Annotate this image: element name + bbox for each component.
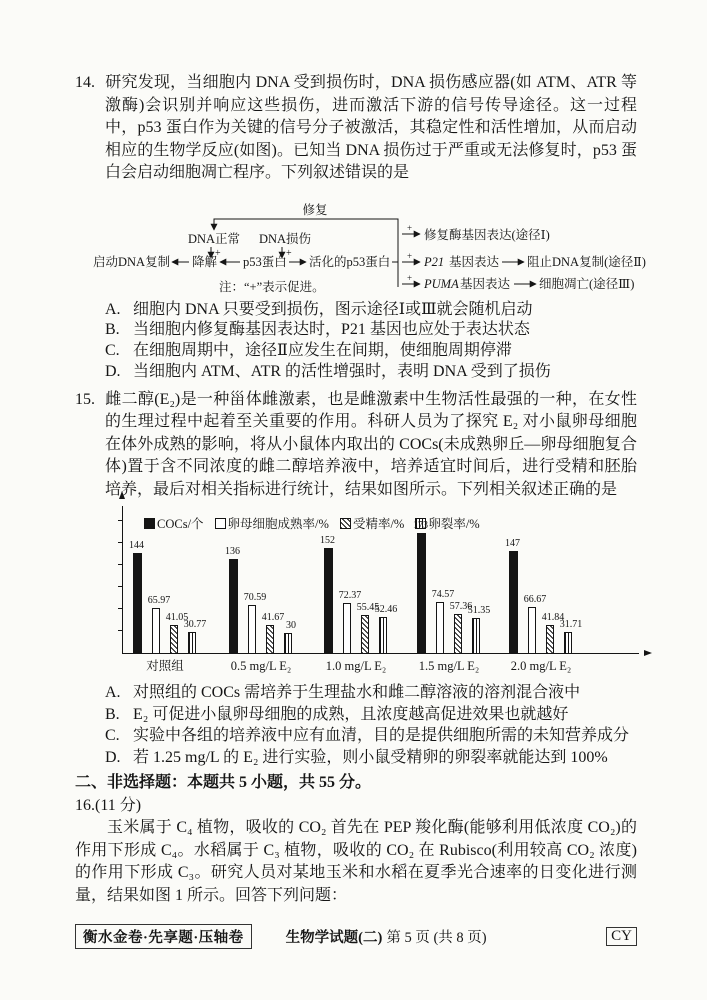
puma-gene-label: PUMA xyxy=(424,276,459,291)
footer-center xyxy=(286,926,487,947)
q15-stem-text: 雌二醇(E₂)是一种甾体雌激素，也是雌激素中生物活性最强的一种，在女性的生理过程中起着至关重要的作用。科研人员为了探究 E₂ 对小鼠卵母细胞在体外成熟的影响，将从小鼠体内取出的 COCs(未成熟卵丘—卵母细胞复合体)置于含不同浓度的雌二醇培养液中，培养适宜时间后，进行受精和胚胎培养，最后对相关指标进行统计，结果如图所示。下列相关叙述正确的是 xyxy=(105,390,637,498)
question-15 xyxy=(75,389,637,769)
option-letter: D. xyxy=(105,748,121,766)
plus-sign: + xyxy=(407,250,413,261)
bar-maturation xyxy=(343,603,351,654)
category-label: 0.5 mg/L E₂ xyxy=(230,659,292,674)
bar-value-label: 65.97 xyxy=(147,595,171,607)
bar-value-label: 41.67 xyxy=(261,612,285,624)
bar-maturation xyxy=(436,602,444,654)
paper-title: 生物学试题(二) xyxy=(285,930,383,947)
bar-cleavage xyxy=(564,632,572,654)
q16-number-line xyxy=(75,795,637,818)
q16-score: (11 分) xyxy=(95,796,142,814)
q15-option-b xyxy=(105,704,637,726)
pathway3-result-label: 细胞凋亡(途径Ⅲ) xyxy=(539,276,635,291)
category-label: 2.0 mg/L E₂ xyxy=(510,659,572,674)
bar-cleavage xyxy=(472,618,480,654)
pathway2-result-label: 阻止DNA复制(途径Ⅱ) xyxy=(527,254,646,269)
q14-number: 14. xyxy=(75,74,95,91)
chart-plot-area xyxy=(122,514,633,674)
bar-fertilization xyxy=(361,615,369,654)
repair-arrow xyxy=(214,219,398,230)
legend-label: 卵母细胞成熟率/% xyxy=(227,517,329,532)
chart-group xyxy=(225,514,309,674)
brand-badge: 衡水金卷·先享题·压轴卷 xyxy=(75,924,252,949)
legend-label: 卵裂率/% xyxy=(428,517,480,532)
bar-value-label: 30 xyxy=(286,620,296,632)
p53-label: p53蛋白 xyxy=(243,254,287,269)
option-text: 当细胞内 ATM、ATR 的活性增强时，表明 DNA 受到了损伤 xyxy=(133,362,551,380)
q15-stem xyxy=(75,389,637,502)
bar-value-label: 31.71 xyxy=(559,619,583,631)
legend-label: COCs/个 xyxy=(157,517,204,532)
p21-gene-label: P21 xyxy=(424,254,445,269)
option-letter: A. xyxy=(105,300,121,318)
plus-sign: + xyxy=(407,272,413,283)
bracket xyxy=(392,229,398,287)
bar-value-label: 144 xyxy=(129,540,144,552)
q15-chart xyxy=(118,506,633,678)
q14-option-c xyxy=(105,341,637,362)
option-letter: B. xyxy=(105,321,120,339)
repair-label: 修复 xyxy=(302,202,328,217)
option-text: 在细胞周期中，途径Ⅱ应发生在间期，使细胞周期停滞 xyxy=(133,342,512,360)
bar-cleavage xyxy=(379,617,387,654)
q15-option-a xyxy=(105,682,637,704)
y-axis-arrow-icon xyxy=(119,491,125,499)
option-text: 当细胞内修复酶基因表达时，P21 基因也应处于表达状态 xyxy=(133,321,530,339)
option-text: 细胞内 DNA 只要受到损伤，图示途径Ⅰ或Ⅲ就会随机启动 xyxy=(133,300,533,318)
bar-cocs xyxy=(229,559,238,654)
q14-stem-text: 研究发现，当细胞内 DNA 受到损伤时，DNA 损伤感应器(如 ATM、ATR 等激酶)会识别并响应这些损伤，进而激活下游的信号传导途径。这一过程中，p53 蛋白作为关键的信号分子被激活，其稳定性和活性增加，从而启动相应的生物学反应(如图)。已知当 DNA 损伤过于严重或无法修复时，p53 蛋白会启动细胞凋亡程序。下列叙述错误的是 xyxy=(105,74,637,181)
bar-cocs xyxy=(324,548,333,654)
option-text: 对照组的 COCs 需培养于生理盐水和雌二醇溶液的溶剂混合液中 xyxy=(133,684,581,702)
bar-value-label: 52.46 xyxy=(374,604,398,616)
category-label: 1.5 mg/L E₂ xyxy=(418,659,480,674)
p53-pathway-diagram xyxy=(93,201,673,297)
option-text: E₂ 可促进小鼠卵母细胞的成熟，且浓度越高促进效果也就越好 xyxy=(133,705,569,723)
white-fill-swatch-icon xyxy=(215,518,226,529)
bar-cleavage xyxy=(284,633,292,654)
bar-value-label: 152 xyxy=(320,535,335,547)
page-number: 第 5 页 (共 8 页) xyxy=(386,930,487,947)
q15-number: 15. xyxy=(75,390,95,408)
option-letter: B. xyxy=(105,705,120,723)
degradation-label: 降解 xyxy=(192,254,218,269)
bar-fertilization xyxy=(454,614,462,654)
q15-option-c xyxy=(105,725,637,747)
bar-value-label: 41.84 xyxy=(541,612,565,624)
category-label: 对照组 xyxy=(146,659,184,674)
start-dna-replication-label: 启动DNA复制 xyxy=(93,254,171,269)
bar-fertilization xyxy=(170,625,178,654)
chart-group xyxy=(129,514,213,674)
diagram-note: 注：“+”表示促进。 xyxy=(219,279,325,294)
option-text: 若 1.25 mg/L 的 E₂ 进行实验，则小鼠受精卵的卵裂率就能达到 100% xyxy=(133,748,608,766)
bar-value-label: 136 xyxy=(225,546,240,558)
dna-normal-label: DNA正常 xyxy=(187,231,241,246)
q14-diagram xyxy=(93,201,646,297)
bar-cocs xyxy=(509,551,518,654)
category-label: 1.0 mg/L E₂ xyxy=(325,659,387,674)
bar-maturation xyxy=(152,608,160,654)
code-badge: CY xyxy=(606,927,637,946)
bar-value-label: 57.36 xyxy=(449,601,473,613)
page-footer xyxy=(75,924,637,949)
legend-label: 受精率/% xyxy=(352,517,405,532)
q14-stem xyxy=(75,72,637,185)
q15-option-d xyxy=(105,747,637,769)
q16-paragraph: 玉米属于 C₄ 植物，吸收的 CO₂ 首先在 PEP 羧化酶(能够利用低浓度 CO₂)的作用下形成 C₄。水稻属于 C₃ 植物，吸收的 CO₂ 在 Rubisco(利用较高 CO₂ 浓度)的作用下形成 C₃。研究人员对某地玉米和水稻在夏季光合速率的日变化进行测量，结果如图 1 所示。回答下列问题： xyxy=(75,819,637,904)
bar-value-label: 30.77 xyxy=(183,619,207,631)
bar-value-label: 66.67 xyxy=(523,594,547,606)
bar-value-label: 72.37 xyxy=(338,590,362,602)
q14-option-b xyxy=(105,320,637,341)
option-letter: C. xyxy=(105,727,120,745)
q15-options xyxy=(75,682,637,768)
bar-value-label: 70.59 xyxy=(243,592,267,604)
option-letter: D. xyxy=(105,362,121,380)
dna-damaged-label: DNA损伤 xyxy=(258,231,312,246)
option-letter: A. xyxy=(105,684,121,702)
plus-sign: + xyxy=(215,247,221,259)
x-axis-arrow-icon xyxy=(644,650,652,656)
bar-cocs xyxy=(417,533,426,654)
q14-option-d xyxy=(105,362,637,383)
chart-group xyxy=(320,514,404,674)
chart-group xyxy=(413,514,497,674)
option-text: 实验中各组的培养液中应有血清，目的是提供细胞所需的未知营养成分 xyxy=(133,727,630,745)
q14-option-a xyxy=(105,300,637,321)
plus-sign: + xyxy=(407,222,413,233)
bar-maturation xyxy=(248,605,256,654)
activated-p53-label: 活化的p53蛋白 xyxy=(309,254,391,269)
bar-cleavage xyxy=(188,632,196,654)
bar-fertilization xyxy=(546,625,554,654)
chart-group xyxy=(505,514,589,674)
bar-value-label: 173 xyxy=(413,520,428,532)
bar-fertilization xyxy=(266,625,274,654)
pathway1-label: 修复酶基因表达(途径Ⅰ) xyxy=(424,227,550,242)
bar-maturation xyxy=(528,607,536,654)
bar-value-label: 74.57 xyxy=(431,589,455,601)
gene-expression-label: 基因表达 xyxy=(449,254,500,269)
bar-value-label: 147 xyxy=(505,538,520,550)
option-letter: C. xyxy=(105,342,120,360)
gene-expression-label: 基因表达 xyxy=(460,276,511,291)
bar-value-label: 55.45 xyxy=(356,602,380,614)
q16-number: 16. xyxy=(75,796,95,814)
section2-heading: 二、非选择题：本题共 5 小题，共 55 分。 xyxy=(75,774,372,792)
bar-cocs xyxy=(133,553,142,654)
bar-value-label: 41.05 xyxy=(165,612,189,624)
q14-options xyxy=(75,300,637,383)
bar-value-label: 51.35 xyxy=(467,605,491,617)
plus-sign: + xyxy=(286,247,292,259)
y-axis xyxy=(122,506,123,654)
